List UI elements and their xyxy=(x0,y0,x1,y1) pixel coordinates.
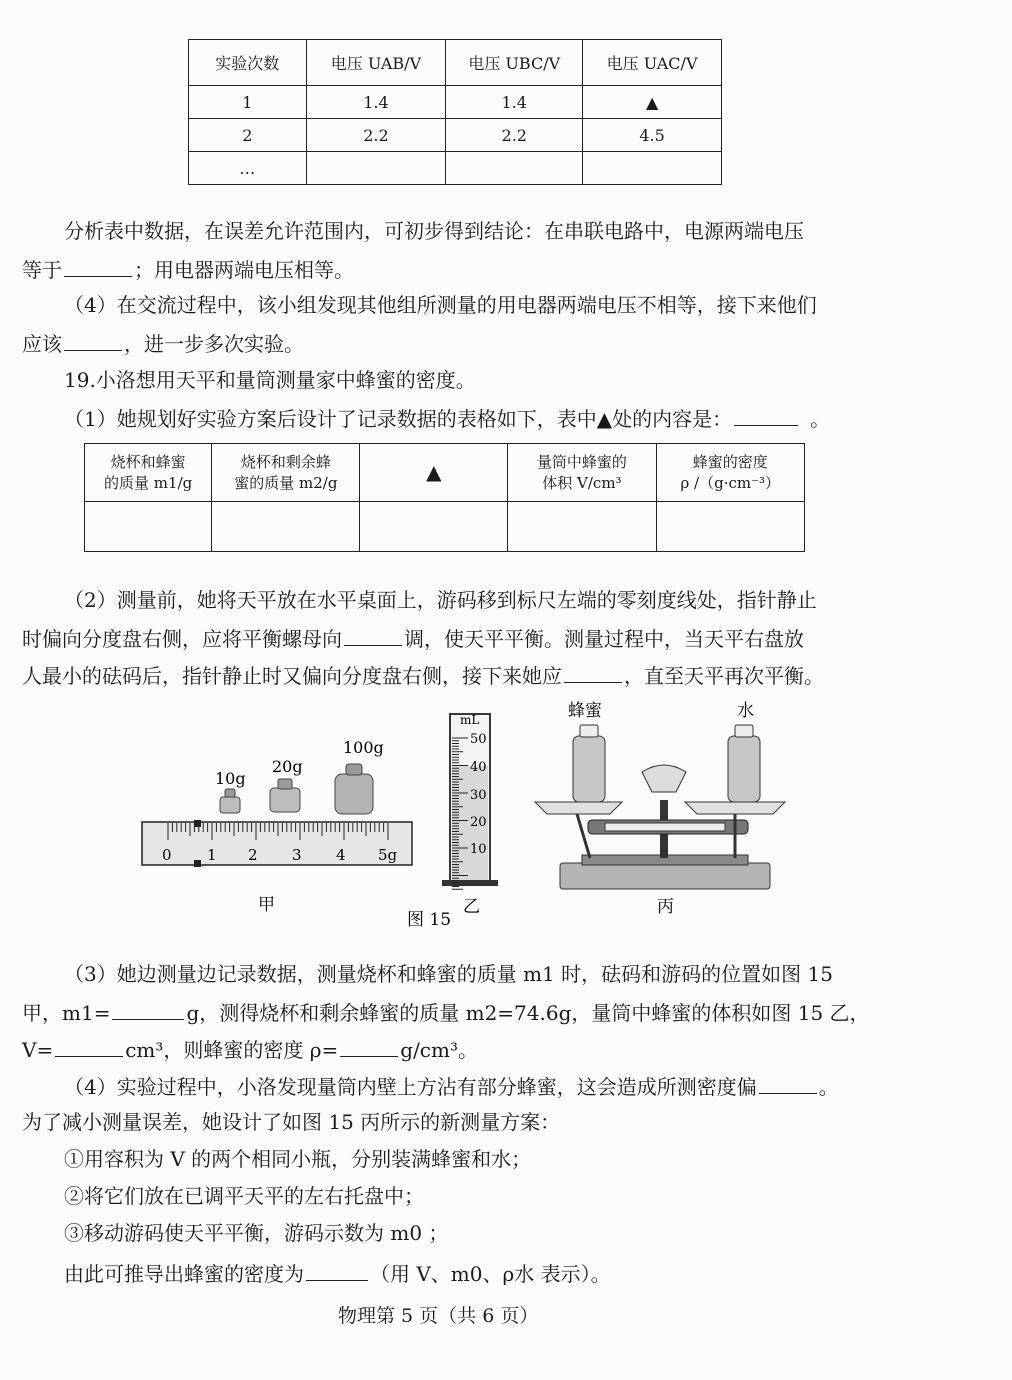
data-cell[interactable] xyxy=(85,502,212,552)
answer-blank[interactable] xyxy=(340,1034,398,1057)
q3-line-2 xyxy=(22,997,870,1027)
q4-line-1: （4）在交流过程中，该小组发现其他组所测量的用电器两端电压不相等，接下来他们 xyxy=(64,293,817,317)
step-3: ③移动游码使天平平衡，游码示数为 m0 ； xyxy=(64,1221,449,1245)
data-cell[interactable] xyxy=(212,502,360,552)
answer-blank[interactable] xyxy=(759,1071,817,1094)
weight-label-20g: 20g xyxy=(272,757,303,776)
answer-blank[interactable] xyxy=(64,254,132,277)
text: （4）实验过程中，小洛发现量筒内壁上方沾有部分蜂蜜，这会造成所测密度偏 xyxy=(64,1075,757,1099)
weight-100g xyxy=(335,764,373,814)
voltage-table xyxy=(188,39,722,185)
text: 人最小的砝码后，指针静止时又偏向分度盘右侧，接下来她应 xyxy=(22,664,562,688)
rider-top xyxy=(194,820,201,827)
balance-beam-scale xyxy=(142,822,412,865)
scale-label: 2 xyxy=(248,846,258,864)
table-cell: 1 xyxy=(189,86,307,119)
q19-part2-line-1: （2）测量前，她将天平放在水平桌面上，游码移到标尺左端的零刻度线处，指针静止 xyxy=(64,588,817,612)
cylinder-unit: mL xyxy=(460,713,480,727)
data-cell[interactable] xyxy=(360,502,508,552)
text: 由此可推导出蜂蜜的密度为 xyxy=(64,1262,304,1286)
text: 量筒中蜂蜜的 xyxy=(536,452,627,471)
analysis-line-1: 分析表中数据，在误差允许范围内，可初步得到结论：在串联电路中，电源两端电压 xyxy=(64,219,804,243)
text: ，进一步多次实验。 xyxy=(124,332,304,356)
label-yi: 乙 xyxy=(463,897,480,917)
cylinder-label: 20 xyxy=(470,815,487,830)
text: ；用电器两端电压相等。 xyxy=(134,258,354,282)
table-cell xyxy=(446,152,583,185)
answer-blank[interactable] xyxy=(55,1034,123,1057)
q19-part1 xyxy=(64,403,830,433)
text: 。 xyxy=(818,1075,839,1099)
table-cell: ▲ xyxy=(583,86,722,119)
data-cell[interactable] xyxy=(656,502,804,552)
table-cell: … xyxy=(189,152,307,185)
text: 甲，m1= xyxy=(22,1001,111,1025)
cylinder-label: 50 xyxy=(470,732,487,747)
honey-data-table xyxy=(84,443,805,552)
cylinder-label: 10 xyxy=(470,842,487,857)
scale-label: 3 xyxy=(292,846,302,864)
step-2: ②将它们放在已调平天平的左右托盘中； xyxy=(64,1184,424,1208)
data-cell[interactable] xyxy=(508,502,656,552)
cylinder-label: 40 xyxy=(470,760,487,775)
answer-blank[interactable] xyxy=(564,660,622,683)
scale-label: 1 xyxy=(207,846,217,864)
q19-part4-line-2: 为了减小测量误差，她设计了如图 15 丙所示的新测量方案： xyxy=(22,1110,561,1134)
text: V= xyxy=(22,1038,54,1062)
q19-part4-line-1 xyxy=(64,1071,839,1101)
text: 的质量 m1/g xyxy=(104,473,193,492)
q3-line-3 xyxy=(22,1034,478,1064)
scale-label: 0 xyxy=(162,846,172,864)
text: 调，使天平平衡。测量过程中，当天平右盘放 xyxy=(404,627,804,651)
cylinder-base xyxy=(442,880,498,886)
table-cell: 4.5 xyxy=(583,119,722,152)
text: 体积 V/cm³ xyxy=(542,473,622,492)
balance-with-bottles xyxy=(535,725,785,889)
cylinder-label: 30 xyxy=(470,788,487,803)
header-volume xyxy=(508,444,656,502)
text: 等于 xyxy=(22,258,62,282)
answer-blank[interactable] xyxy=(64,328,122,351)
header-trial: 实验次数 xyxy=(189,40,307,86)
table-cell: 1.4 xyxy=(446,86,583,119)
answer-blank[interactable] xyxy=(734,403,798,426)
text: （1）她规划好实验方案后设计了记录数据的表格如下，表中▲处的内容是： xyxy=(64,407,733,431)
text: g，测得烧杯和剩余蜂蜜的质量 m2=74.6g，量筒中蜂蜜的体积如图 15 乙， xyxy=(186,1001,870,1025)
scale-label: 4 xyxy=(336,846,346,864)
header-ubc: 电压 UBC/V xyxy=(446,40,583,86)
label-jia: 甲 xyxy=(258,895,275,915)
page-footer: 物理第 5 页（共 6 页） xyxy=(338,1305,539,1327)
label-honey: 蜂蜜 xyxy=(568,701,602,721)
table-cell xyxy=(583,152,722,185)
text: 蜜的质量 m2/g xyxy=(234,473,338,492)
q19-part2-line-2 xyxy=(22,623,804,653)
q19-part2-line-3 xyxy=(22,660,824,690)
header-density xyxy=(656,444,804,502)
text: 蜂蜜的密度 xyxy=(692,452,768,471)
text: 。 xyxy=(810,407,831,431)
table-cell: 2.2 xyxy=(306,119,446,152)
figure-15 xyxy=(130,700,810,935)
table-cell xyxy=(306,152,446,185)
step-1: ①用容积为 V 的两个相同小瓶，分别装满蜂蜜和水； xyxy=(64,1147,532,1171)
text: （用 V、m0、ρ水 表示）。 xyxy=(370,1262,611,1286)
figure-caption: 图 15 xyxy=(407,910,452,930)
final-question xyxy=(64,1258,611,1288)
text: 时偏向分度盘右侧，应将平衡螺母向 xyxy=(22,627,342,651)
q3-line-1: （3）她边测量边记录数据，测量烧杯和蜂蜜的质量 m1 时，砝码和游码的位置如图 15 xyxy=(64,962,833,986)
table-cell: 2.2 xyxy=(446,119,583,152)
weight-label-100g: 100g xyxy=(343,738,384,757)
table-cell: 1.4 xyxy=(306,86,446,119)
table-cell: 2 xyxy=(189,119,307,152)
label-water: 水 xyxy=(737,701,754,721)
text: ，直至天平再次平衡。 xyxy=(624,664,824,688)
text: 烧杯和剩余蜂 xyxy=(240,452,331,471)
q4-line-2 xyxy=(22,328,304,358)
analysis-line-2 xyxy=(22,254,354,284)
header-m1 xyxy=(85,444,212,502)
answer-blank[interactable] xyxy=(306,1258,368,1281)
answer-blank[interactable] xyxy=(344,623,402,646)
q19-title: 19.小洛想用天平和量筒测量家中蜂蜜的密度。 xyxy=(64,368,476,392)
text: cm³，则蜂蜜的密度 ρ= xyxy=(125,1038,339,1062)
header-unknown: ▲ xyxy=(360,444,508,502)
weight-10g xyxy=(220,789,240,813)
header-m2 xyxy=(212,444,360,502)
label-bing: 丙 xyxy=(657,897,674,917)
weight-20g xyxy=(270,779,300,812)
scale-label: 5g xyxy=(378,846,398,864)
header-uab: 电压 UAB/V xyxy=(306,40,446,86)
answer-blank[interactable] xyxy=(112,997,184,1020)
weight-label-10g: 10g xyxy=(215,769,246,788)
text: g/cm³。 xyxy=(400,1038,478,1062)
text: 应该 xyxy=(22,332,62,356)
rider-bottom xyxy=(194,860,201,867)
text: 烧杯和蜂蜜 xyxy=(110,452,186,471)
header-uac: 电压 UAC/V xyxy=(583,40,722,86)
text: ρ /（g·cm⁻³） xyxy=(680,473,781,492)
